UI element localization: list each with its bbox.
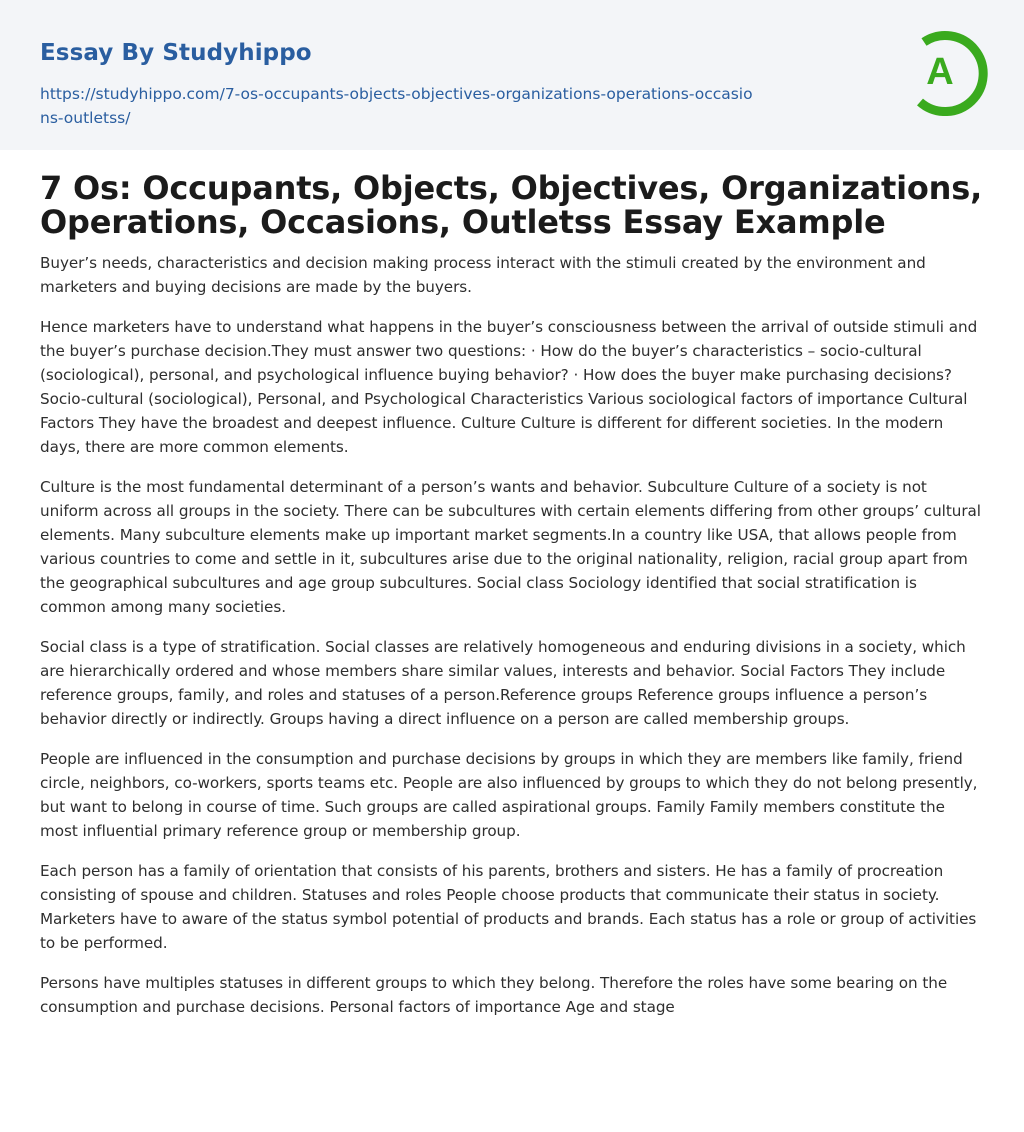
essay-paragraph-1: Buyer’s needs, characteristics and decision making process interact with the stimuli created by the environment and marketers and buying decisions are made by the buyers. (40, 254, 926, 296)
essay-paragraph-5: People are influenced in the consumption and purchase decisions by groups in which they are members like family, friend circle, neighbors, co-workers, sports teams etc. People are also influenced by groups to which they do not belong presently, but want to belong in course of time. Such groups are called aspirational groups. Family Family members constitute the most influential primary reference group or membership group. (40, 750, 978, 840)
essay-url-link[interactable]: https://studyhippo.com/7-os-occupants-objects-objectives-organizations-operations-occasions-outletss/ (40, 85, 753, 127)
essay-paragraph-2: Hence marketers have to understand what happens in the buyer’s consciousness between the arrival of outside stimuli and the buyer’s purchase decision.They must answer two questions: · How do the buyer’s characteristics – socio-cultural (sociological), personal, and psychological influence buying behavior? · How does the buyer make purchasing decisions? Socio-cultural (sociological), Personal, and Psychological Characteristics Various sociological factors of importance Cultural Factors They have the broadest and deepest influence. Culture Culture is different for different societies. In the modern days, there are more common elements. (40, 318, 978, 456)
logo-letter: A (926, 51, 954, 93)
studyhippo-logo-icon[interactable] (904, 28, 988, 116)
essay-paragraph-7: Persons have multiples statuses in different groups to which they belong. Therefore the roles have some bearing on the consumption and purchase decisions. Personal factors of importance Age and stage (40, 974, 948, 1016)
article (40, 171, 986, 1035)
essay-paragraph-6: Each person has a family of orientation that consists of his parents, brothers and sisters. He has a family of procreation consisting of spouse and children. Statuses and roles People choose products that communicate their status in society. Marketers have to aware of the status symbol potential of products and brands. Each status has a role or group of activities to be performed. (40, 862, 977, 952)
site-brand[interactable]: Essay By Studyhippo (40, 40, 312, 66)
essay-paragraph-4: Social class is a type of stratification. Social classes are relatively homogeneous and enduring divisions in a society, which are hierarchically ordered and whose members share similar values, interests and behavior. Social Factors They include reference groups, family, and roles and statuses of a person.Reference groups Reference groups influence a person’s behavior directly or indirectly. Groups having a direct influence on a person are called membership groups. (40, 638, 966, 728)
essay-title: 7 Os: Occupants, Objects, Objectives, Organizations, Operations, Occasions, Outletss Essay Example (40, 169, 983, 241)
essay-paragraph-3: Culture is the most fundamental determinant of a person’s wants and behavior. Subculture Culture of a society is not uniform across all groups in the society. There can be subcultures with certain elements differing from other groups’ cultural elements. Many subculture elements make up important market segments.In a country like USA, that allows people from various countries to come and settle in it, subcultures arise due to the original nationality, religion, racial group apart from the geographical subcultures and age group subcultures. Social class Sociology identified that social stratification is common among many societies. (40, 478, 981, 616)
site-header (0, 0, 1024, 150)
